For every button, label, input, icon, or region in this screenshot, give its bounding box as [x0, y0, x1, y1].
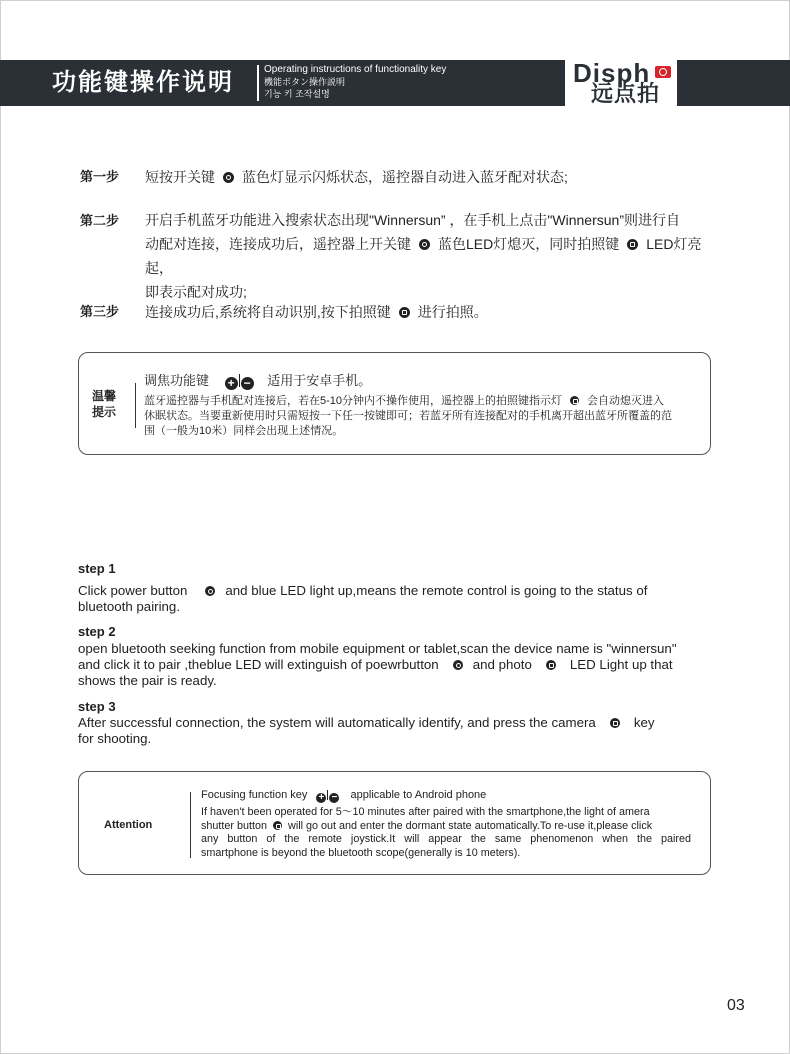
- attention-divider: [190, 792, 191, 858]
- cn-step-text: 进行拍照。: [417, 304, 488, 320]
- power-icon: [453, 660, 463, 670]
- camera-button-icon: [546, 660, 556, 670]
- en-attention-box: [78, 771, 711, 875]
- power-icon: [419, 239, 430, 250]
- en-text: and blue LED light up,means the remote control is going to the status of: [225, 583, 648, 598]
- cn-step-label: 第三步: [80, 304, 120, 319]
- cn-step-text: LED灯亮起，: [145, 236, 702, 276]
- en-text: After successful connection, the system will automatically identify, and press the camera: [78, 715, 596, 730]
- tip-text: 围（一般为10米）同样会出现上述情况。: [144, 425, 344, 437]
- cn-step-text: 动配对连接，连接成功后，遥控器上开关键: [145, 236, 411, 252]
- attention-text: If haven't been operated for 5～10 minutes after paired with the smartphone,the light of amera: [201, 806, 650, 818]
- en-text: shows the pair is ready.: [78, 673, 217, 688]
- tip-text: 会自动熄灭进入: [587, 395, 665, 407]
- tip-text: 蓝牙遥控器与手机配对连接后，若在5-10分钟内不操作使用，遥控器上的拍照键指示灯: [144, 395, 563, 407]
- attention-text: any button of the remote joystick.It will appear the same phenomenon when the paired: [201, 833, 691, 845]
- plus-minus-icon: + −: [316, 789, 339, 801]
- en-text: and click it to pair ,theblue LED will extinguish of poewrbutton: [78, 657, 439, 672]
- en-text: and photo: [472, 657, 532, 672]
- en-step-2-heading: step 2: [78, 624, 116, 639]
- tip-label: 提示: [92, 405, 117, 419]
- cn-step-1: [80, 165, 730, 189]
- cn-step-text: 短按开关键: [145, 169, 215, 185]
- power-icon: [205, 586, 215, 596]
- tip-title: 适用于安卓手机。: [267, 373, 372, 388]
- tip-text: 休眠状态。当要重新使用时只需短按一下任一按键即可；若蓝牙所有连接配对的手机离开超出蓝牙所覆盖的范: [144, 410, 672, 422]
- header-subtitle: [264, 64, 446, 100]
- subtitle-kr: 기능 키 조작설명: [264, 89, 330, 99]
- power-icon: [223, 172, 234, 183]
- attention-text: will go out and enter the dormant state automatically.To re-use it,please click: [288, 819, 653, 832]
- en-step-1-text: [78, 583, 718, 615]
- attention-text: shutter button: [201, 819, 268, 832]
- cn-step-text: 即表示配对成功;: [145, 284, 247, 300]
- en-text: open bluetooth seeking function from mobile equipment or tablet,scan the device name is "winnersun": [78, 641, 677, 656]
- subtitle-en: Operating instructions of functionality key: [264, 64, 447, 75]
- page-title: 功能键操作说明: [52, 69, 234, 96]
- camera-button-icon: [399, 307, 410, 318]
- attention-title: Focusing function key: [201, 789, 308, 801]
- page-number: 03: [727, 997, 745, 1014]
- cn-step-label: 第二步: [80, 213, 120, 228]
- attention-title: applicable to Android phone: [350, 789, 487, 801]
- camera-button-icon: [610, 718, 620, 728]
- attention-text: smartphone is beyond the bluetooth scope(generally is 10 meters).: [201, 846, 521, 859]
- subtitle-jp: 機能ボタン操作説明: [264, 77, 346, 87]
- en-text: for shooting.: [78, 731, 152, 746]
- en-step-1-heading: step 1: [78, 561, 116, 576]
- cn-step-text: 开启手机蓝牙功能进入搜索状态出现"Winnersun” ，在手机上点击"Winnersun”则进行自: [145, 212, 680, 228]
- cn-step-text: 蓝色灯显示闪烁状态，遥控器自动进入蓝牙配对状态;: [242, 169, 568, 185]
- header-bar: [0, 60, 790, 106]
- cn-step-text: 连接成功后,系统将自动识别,按下拍照键: [145, 304, 391, 320]
- camera-button-icon: [627, 239, 638, 250]
- en-step-3-text: [78, 715, 718, 747]
- cn-step-3: [80, 300, 730, 324]
- en-text: bluetooth pairing.: [78, 599, 181, 614]
- attention-label: Attention: [104, 819, 153, 831]
- camera-icon: [655, 66, 671, 78]
- logo-latin: Disph: [573, 58, 651, 88]
- attention-body: [201, 806, 691, 860]
- cn-tip-box: [78, 352, 711, 455]
- en-text: LED Light up that: [569, 657, 673, 672]
- header-divider: [257, 65, 259, 101]
- en-step-3-heading: step 3: [78, 699, 116, 714]
- brand-logo: [565, 60, 677, 106]
- cn-step-text: 蓝色LED灯熄灭，同时拍照键: [438, 236, 620, 252]
- logo-chinese: 远点拍: [591, 81, 661, 106]
- cn-step-label: 第一步: [80, 169, 120, 184]
- tip-label: 温馨: [92, 389, 117, 403]
- tip-title: 调焦功能键: [144, 373, 210, 388]
- en-text: Click power button: [78, 583, 188, 598]
- tip-divider: [135, 383, 136, 428]
- en-text: key: [633, 715, 655, 730]
- camera-button-icon: [570, 396, 579, 405]
- en-step-2-text: [78, 641, 718, 689]
- cn-step-2: [80, 208, 730, 300]
- tip-body: [144, 394, 709, 439]
- camera-button-icon: [273, 821, 282, 830]
- plus-minus-icon: + −: [225, 373, 254, 388]
